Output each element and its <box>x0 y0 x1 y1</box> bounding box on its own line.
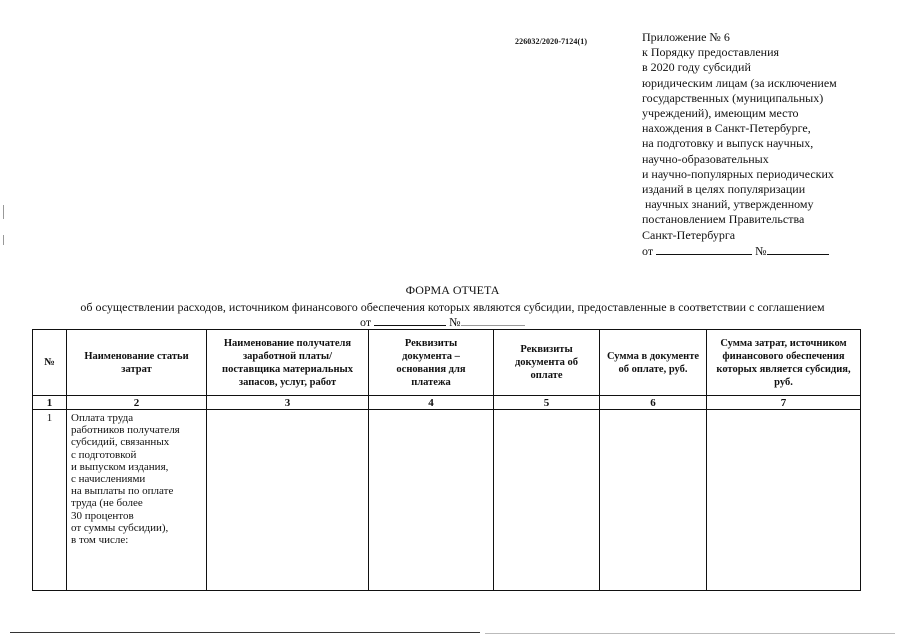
expense-item-line: 30 процентов <box>71 509 134 522</box>
row-basis-document-cell[interactable] <box>369 410 494 591</box>
scan-edge-mark <box>3 205 4 219</box>
header-cell-subsidy-amount: Сумма затрат, источником финансового обеспечения которых является субсидия, руб. <box>707 330 861 396</box>
table-header-row <box>33 330 861 396</box>
column-number: 4 <box>369 396 494 410</box>
appendix-line: на подготовку и выпуск научных, <box>642 136 814 151</box>
form-date-blank[interactable] <box>374 314 446 326</box>
document-registration-number: 226032/2020-7124(1) <box>515 37 588 46</box>
header-cell-expense-item: Наименование статьи затрат <box>67 330 207 396</box>
form-subtitle: об осуществлении расходов, источником финансового обеспечения которых являются субсидии, предоставленные в соответствии с соглашением <box>80 300 825 314</box>
expense-item-line: в том числе: <box>71 534 129 547</box>
expense-item-line: от суммы субсидии), <box>71 521 169 534</box>
column-number-row <box>33 396 861 410</box>
expense-item-line: на выплаты по оплате <box>71 485 174 498</box>
row-index: 1 <box>33 410 67 591</box>
form-number-blank[interactable] <box>461 314 525 326</box>
appendix-line: и научно-популярных периодических <box>642 166 834 181</box>
expense-item-line: с начислениями <box>71 473 146 486</box>
row-recipient-cell[interactable] <box>207 410 369 591</box>
appendix-line: нахождения в Санкт-Петербурге, <box>642 121 811 136</box>
expense-item-line: субсидий, связанных <box>71 436 170 449</box>
page-bottom-rule <box>10 632 480 633</box>
expense-item-line: труда (не более <box>71 497 143 510</box>
column-number: 7 <box>707 396 861 410</box>
column-number: 5 <box>494 396 600 410</box>
form-date-line <box>360 314 525 330</box>
expense-item-line: и выпуском издания, <box>71 460 169 473</box>
row-payment-document-cell[interactable] <box>494 410 600 591</box>
column-number: 1 <box>33 396 67 410</box>
appendix-date-blank[interactable] <box>656 243 752 255</box>
scan-edge-mark <box>3 235 4 245</box>
header-cell-payment-document: Реквизиты документа об оплате <box>494 330 600 396</box>
appendix-line: юридическим лицам (за исключением <box>642 75 837 90</box>
appendix-number-blank[interactable] <box>767 243 829 255</box>
column-number: 6 <box>600 396 707 410</box>
expense-item-line: с подготовкой <box>71 448 137 461</box>
form-title: ФОРМА ОТЧЕТА <box>405 283 500 297</box>
header-cell-basis-document: Реквизиты документа – основания для платежа <box>369 330 494 396</box>
appendix-line: постановлением Правительства <box>642 212 805 227</box>
header-cell-payment-amount: Сумма в документе об оплате, руб. <box>600 330 707 396</box>
header-cell-recipient: Наименование получателя заработной платы/ поставщика материальных запасов, услуг, работ <box>207 330 369 396</box>
appendix-line: Приложение № 6 <box>642 30 730 44</box>
form-from-label: от <box>360 315 372 329</box>
expense-item-line: Оплата труда <box>71 412 134 424</box>
page-bottom-rule-faint <box>485 633 895 634</box>
header-cell-number: № <box>33 330 67 396</box>
column-number: 2 <box>67 396 207 410</box>
appendix-line: к Порядку предоставления <box>642 45 780 60</box>
appendix-block <box>642 30 892 259</box>
appendix-line: изданий в целях популяризации <box>642 182 806 197</box>
row-subsidy-amount-cell[interactable] <box>707 410 861 591</box>
appendix-line: учреждений), имеющим место <box>642 106 799 121</box>
expense-item-line: работников получателя <box>71 424 180 437</box>
form-number-label: № <box>449 315 461 329</box>
appendix-line: в 2020 году субсидий <box>642 60 751 75</box>
appendix-number-label: № <box>755 243 767 258</box>
appendix-from-label: от <box>642 243 654 258</box>
appendix-line: научно-образовательных <box>642 151 769 166</box>
row-expense-item <box>67 410 207 591</box>
appendix-line: Санкт-Петербурга <box>642 227 736 242</box>
table-row <box>33 410 861 591</box>
report-table <box>32 329 861 591</box>
appendix-line: государственных (муниципальных) <box>642 90 824 105</box>
appendix-line: научных знаний, утвержденному <box>642 197 814 212</box>
column-number: 3 <box>207 396 369 410</box>
appendix-date-line <box>642 243 892 259</box>
row-payment-amount-cell[interactable] <box>600 410 707 591</box>
